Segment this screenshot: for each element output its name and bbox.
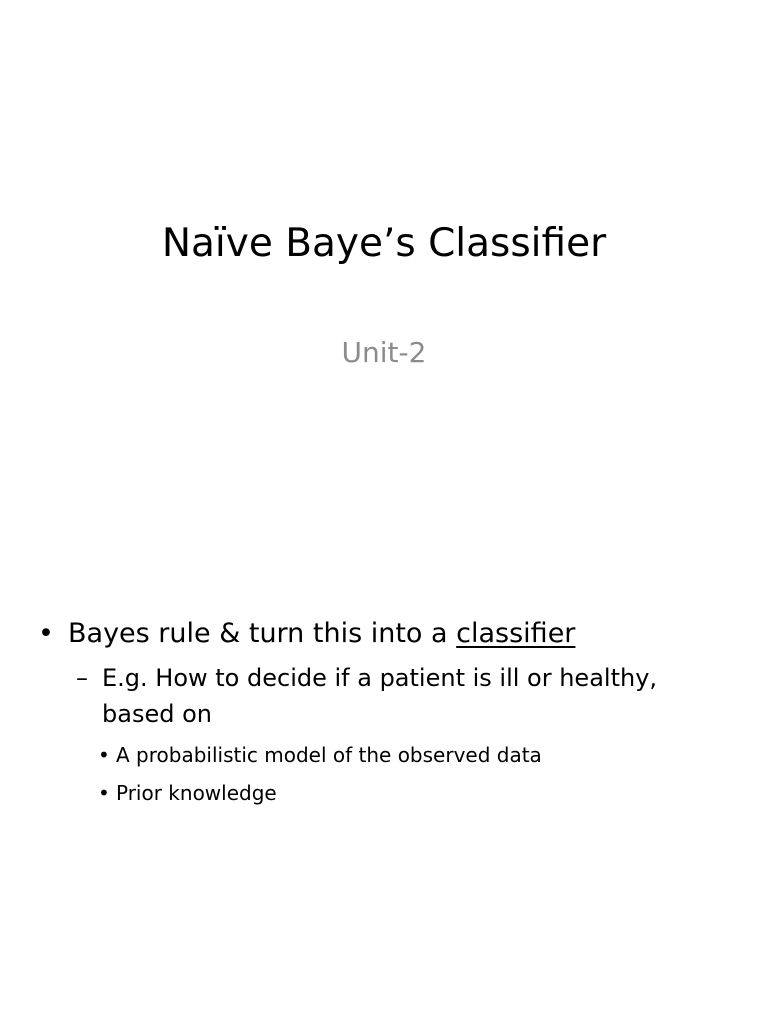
slide-subtitle: Unit-2 (341, 336, 427, 369)
bullet-item-level3 (98, 778, 277, 808)
bullet-text: A probabilistic model of the observed data (116, 743, 542, 767)
bullet-item-level3 (98, 740, 542, 770)
bullet-item-level2 (76, 660, 676, 732)
classifier-link[interactable]: classifier (456, 618, 576, 649)
bullet-marker: • (98, 743, 110, 767)
bullet-text: Bayes rule & turn this into a (68, 618, 457, 649)
bullet-text: E.g. How to decide if a patient is ill or healthy, based on (102, 664, 658, 728)
bullet-item-level1 (38, 612, 575, 656)
slide-title: Naïve Baye’s Classifier (161, 221, 607, 266)
bullet-marker: • (98, 781, 110, 805)
bullet-list (0, 612, 768, 872)
bullet-text: Prior knowledge (116, 781, 277, 805)
dash-marker: – (76, 664, 88, 692)
bullet-marker: • (38, 618, 54, 649)
